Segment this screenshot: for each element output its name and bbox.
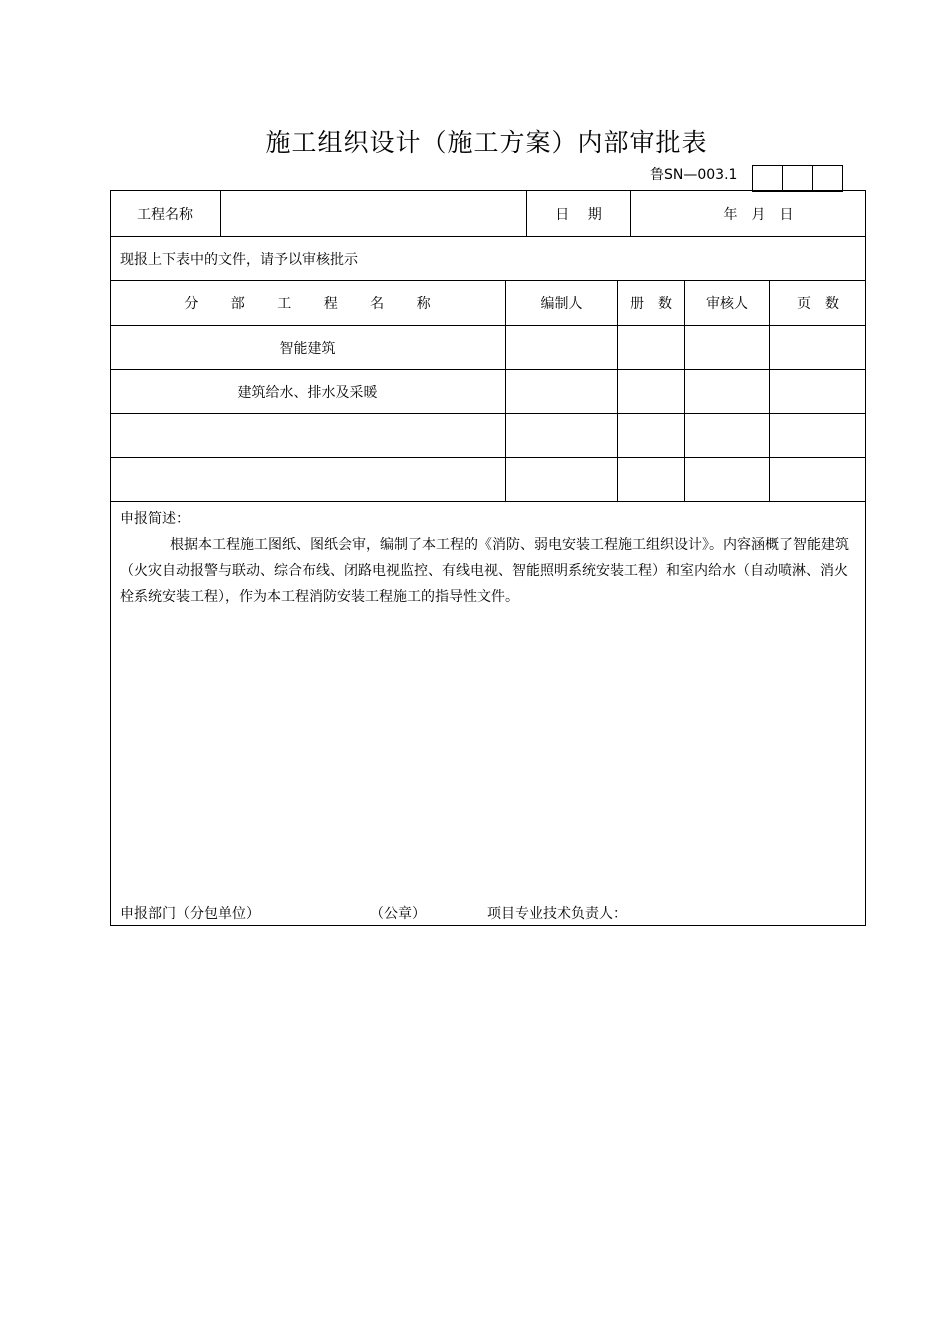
form-code: 鲁SN—003.1 [650,167,738,183]
table-row-name: 智能建筑 [279,340,336,357]
request-line: 现报上下表中的文件，请予以审核批示 [120,251,358,268]
date-field[interactable]: 年 月 日 [723,206,794,223]
project-name-field[interactable] [221,191,526,236]
code-box[interactable] [812,165,843,192]
description-section [120,506,860,610]
table-row-name: 建筑给水、排水及采暖 [237,384,378,401]
description-text: 根据本工程施工图纸、图纸会审，编制了本工程的《消防、弱电安装工程施工组织设计》。内容涵概了智能建筑（火灾自动报警与联动、综合布线、闭路电视监控、有线电视、智能照明系统安装工程）和室内给水（自动喷淋、消火栓系统安装工程），作为本工程消防安装工程施工的指导性文件。 [120,537,849,605]
code-box[interactable] [782,165,812,192]
row-divider [110,501,866,502]
table-row-name[interactable] [110,414,505,457]
department-label: 申报部门（分包单位） [120,906,260,922]
date-label: 日 期 [555,206,602,223]
tech-lead-label: 项目专业技术负责人： [487,906,627,922]
col-header-volumes: 册 数 [630,296,672,312]
code-box[interactable] [752,165,782,192]
col-header-compiler: 编制人 [540,296,583,312]
col-header-part-name: 分 部 工 程 名 称 [184,296,445,312]
project-name-label: 工程名称 [137,206,193,223]
seal-label: （公章） [370,906,426,922]
description-label: 申报简述： [120,511,190,527]
page-title: 施工组织设计（施工方案）内部审批表 [265,128,708,157]
code-boxes [752,165,843,192]
col-header-reviewer: 审核人 [706,296,748,312]
table-row-name[interactable] [110,458,505,501]
col-header-pages: 页 数 [797,296,839,312]
